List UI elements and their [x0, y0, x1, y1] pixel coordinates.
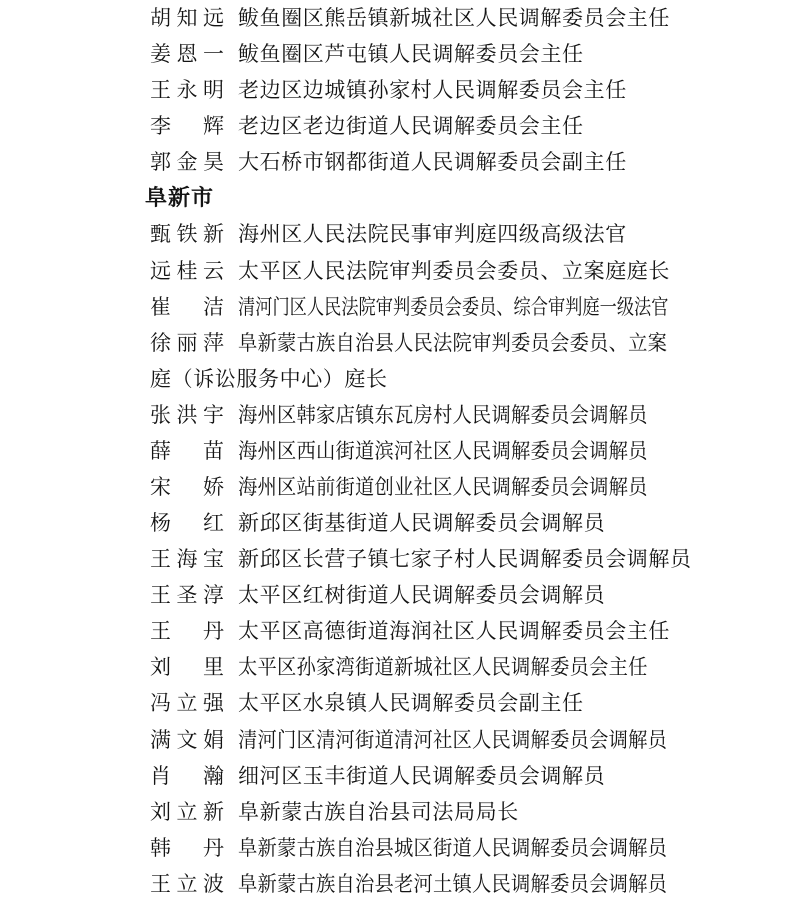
roster-row [0, 577, 800, 613]
person-role: 太平区人民法院审判委员会委员、立案庭庭长 [238, 258, 670, 283]
person-name: 冯立强 [150, 691, 224, 716]
person-role: 鲅鱼圈区芦屯镇人民调解委员会主任 [238, 42, 584, 67]
city-name: 阜新市 [145, 185, 215, 211]
person-role: 清河门区人民法院审判委员会委员、综合审判庭一级法官 [238, 294, 669, 319]
roster-row [0, 433, 800, 469]
person-role: 细河区玉丰街道人民调解委员会调解员 [238, 763, 606, 788]
person-role: 阜新蒙古族自治县司法局局长 [238, 799, 519, 824]
person-role: 新邱区长营子镇七家子村人民调解委员会调解员 [238, 547, 692, 572]
roster-row [0, 36, 800, 72]
roster-row [0, 72, 800, 108]
person-name: 杨红 [150, 511, 224, 536]
roster-row [0, 253, 800, 289]
person-role: 太平区高德街道海润社区人民调解委员会主任 [238, 619, 670, 644]
person-name: 张洪宇 [150, 402, 224, 427]
person-role: 太平区红树街道人民调解委员会调解员 [238, 583, 606, 608]
roster-row [0, 541, 800, 577]
person-name: 郭金昊 [150, 150, 224, 175]
person-name: 韩丹 [150, 835, 224, 860]
city-section-header [0, 180, 800, 216]
person-role: 老边区老边街道人民调解委员会主任 [238, 114, 584, 139]
person-name: 宋娇 [150, 475, 224, 500]
person-name: 满文娟 [150, 727, 224, 752]
person-name: 肖瀚 [150, 763, 224, 788]
roster-row [0, 794, 800, 830]
roster-row [0, 505, 800, 541]
roster-row [0, 108, 800, 144]
person-name: 徐丽萍 [150, 330, 224, 355]
person-role: 大石桥市钢都街道人民调解委员会副主任 [238, 150, 627, 175]
roster-row [0, 685, 800, 721]
person-name: 刘里 [150, 655, 224, 680]
person-name: 崔洁 [150, 294, 224, 319]
person-role: 海州区韩家店镇东瓦房村人民调解委员会调解员 [238, 402, 648, 427]
person-role: 阜新蒙古族自治县老河土镇人民调解委员会调解员 [238, 871, 668, 896]
person-name: 甄铁新 [150, 222, 224, 247]
person-role: 太平区水泉镇人民调解委员会副主任 [238, 691, 584, 716]
person-name: 王海宝 [150, 547, 224, 572]
wrapped-line-continuation [0, 361, 800, 397]
roster-row [0, 397, 800, 433]
person-role: 清河门区清河街道清河社区人民调解委员会调解员 [238, 727, 668, 752]
person-name: 王永明 [150, 78, 224, 103]
roster-row [0, 469, 800, 505]
person-role: 鲅鱼圈区熊岳镇新城社区人民调解委员会主任 [238, 6, 670, 30]
person-name: 刘立新 [150, 799, 224, 824]
person-role: 海州区人民法院民事审判庭四级高级法官 [238, 222, 627, 247]
roster-row [0, 289, 800, 325]
roster-row [0, 216, 800, 252]
roster-row [0, 830, 800, 866]
person-name: 薛苗 [150, 438, 224, 463]
person-name: 姜恩一 [150, 42, 224, 67]
person-role: 海州区西山街道滨河社区人民调解委员会调解员 [238, 438, 648, 463]
person-role: 海州区站前街道创业社区人民调解委员会调解员 [238, 475, 648, 500]
person-name: 远桂云 [150, 258, 224, 283]
person-name: 王丹 [150, 619, 224, 644]
person-role: 新邱区街基街道人民调解委员会调解员 [238, 511, 606, 536]
roster-row [0, 613, 800, 649]
person-name: 胡知远 [150, 6, 224, 30]
roster-row [0, 144, 800, 180]
roster-row [0, 649, 800, 685]
roster-row [0, 758, 800, 794]
roster-row [0, 325, 800, 361]
person-role: 阜新蒙古族自治县城区街道人民调解委员会调解员 [238, 835, 668, 860]
person-role: 阜新蒙古族自治县人民法院审判委员会委员、立案 [238, 330, 668, 355]
person-role: 太平区孙家湾街道新城社区人民调解委员会主任 [238, 655, 648, 680]
person-name: 李辉 [150, 114, 224, 139]
person-name: 王立波 [150, 871, 224, 896]
roster-row [0, 0, 800, 36]
continuation-text: 庭（诉讼服务中心）庭长 [150, 366, 388, 391]
roster-row [0, 722, 800, 758]
person-name: 王圣淳 [150, 583, 224, 608]
person-role: 老边区边城镇孙家村人民调解委员会主任 [238, 78, 627, 103]
roster-row [0, 866, 800, 902]
